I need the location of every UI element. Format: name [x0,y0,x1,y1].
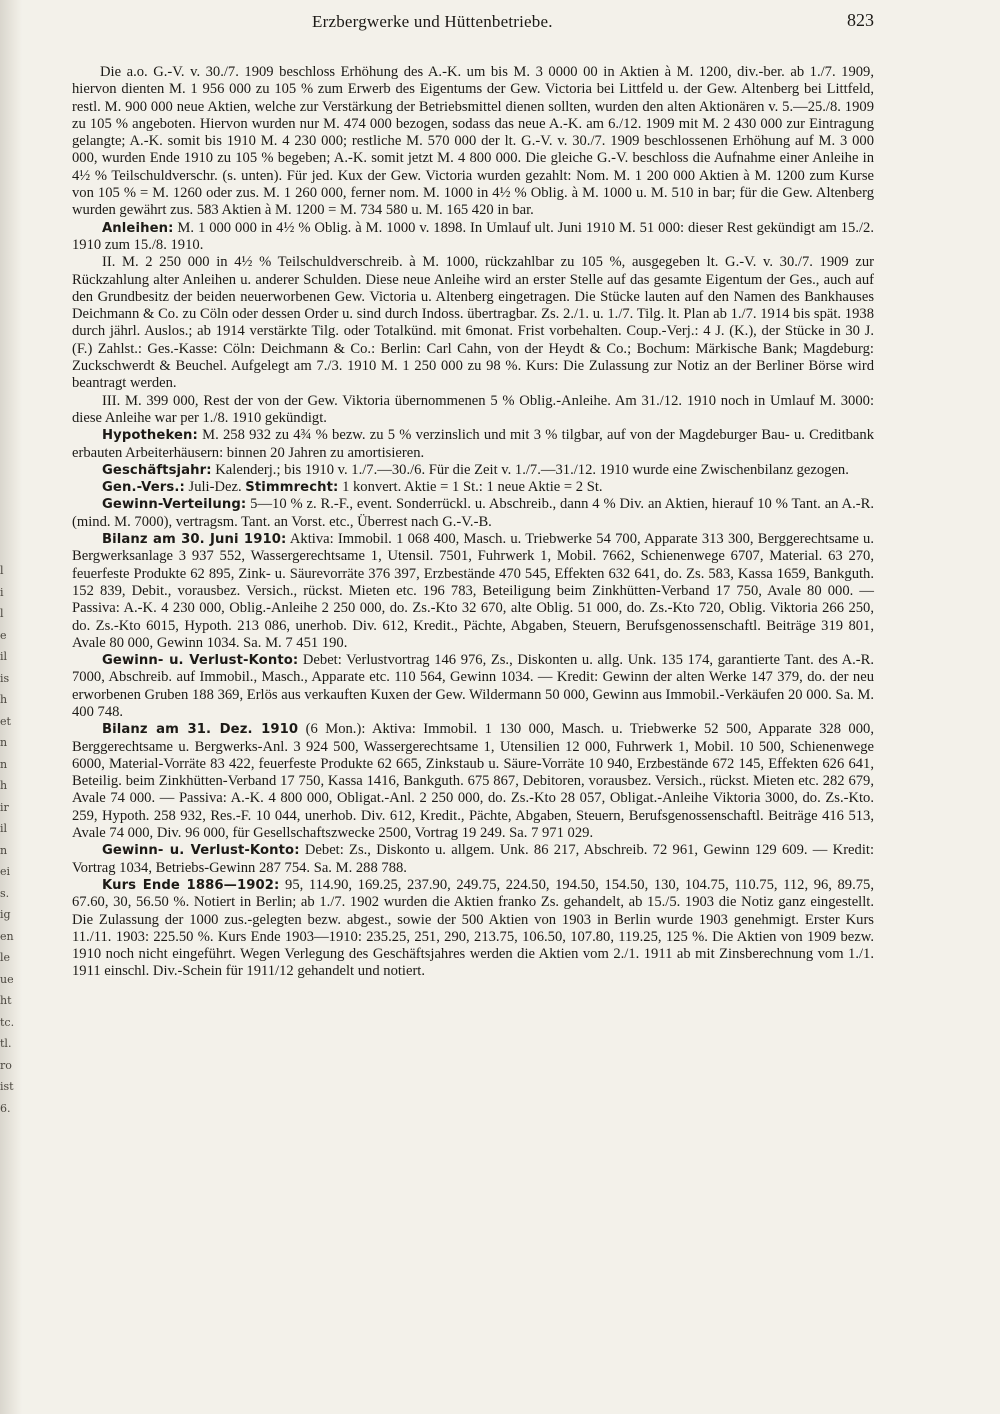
paragraph-gewinn-verteilung [72,496,874,531]
paragraph-geschaeftsjahr [72,462,874,479]
paragraph-bilanz-dez-1910 [72,721,874,842]
paragraph-heading: Geschäftsjahr: [102,462,212,478]
paragraph-text: Debet: Verlustvortrag 146 976, Zs., Diskonten u. allg. Unk. 135 174, garantierte Tant. des A.-R. 7000, Abschreib. auf Immobil., Masch., Apparate etc. 110 564, Gewinn 1034. — Kredit: Gewinn der alten Werke 147 379, do. der neu erworbenen Gruben 188 369, Erlös aus verkauften Kuxen der Gew. Wildermann 50 000, Gewinn aus Immobil.-Verkäufen 20 000. Sa. M. 400 748. [72,652,875,720]
margin-fragment: is [0,671,10,685]
margin-fragment: ue [0,972,14,986]
margin-fragment: ht [0,994,12,1007]
paragraph-text: 5—10 % z. R.-F., event. Sonderrückl. u. Abschreib., dann 4 % Div. an Aktien, hierauf 10 % Tant. an A.-R. (mind. M. 7000), vertragsm. Tant. an Vorst. etc., Überrest nach G.-V.-B. [72,496,874,530]
page-header [72,4,874,40]
paragraph-heading: Gewinn-Verteilung: [102,497,247,513]
margin-fragment: ig [0,908,11,921]
margin-fragment: ro [0,1058,12,1072]
left-margin-fragments [0,560,18,1119]
paragraph-heading: Bilanz am 31. Dez. 1910 [102,722,299,738]
paragraph-text: Juli-Dez. [188,479,242,496]
margin-fragment: s. [0,886,10,900]
paragraph-heading-stimmrecht: Stimmrecht: [245,480,339,496]
margin-fragment: i [0,585,4,599]
margin-fragment: le [0,951,11,964]
paragraph-text: M. 258 932 zu 4¾ % bezw. zu 5 % verzinslich und mit 3 % tilgbar, auf von der Magdeburger Bau- u. Creditbank erbauten Arbeiterhäusern: binnen 20 Jahren zu amortisieren. [72,427,874,461]
paragraph-text: Debet: Zs., Diskonto u. allgem. Unk. 86 217, Abschreib. 72 961, Gewinn 129 609. — Kredit: Vortrag 1034, Betriebs-Gewinn 287 754. Sa. M. 288 788. [72,842,874,876]
paragraph-text: (6 Mon.): Aktiva: Immobil. 1 130 000, Masch. u. Triebwerke 52 500, Apparate 328 000, Berggerechtsame u. Bergwerks-Anl. 3 924 500, Wassergerechtsame 1, Utensilien 12 000, Fuhrwerk 1, Mobil. 10 500, Schienenwege 6000, Material-Vorräte 83 422, feuerfeste Produkte 62 665, Zinkstaub u. Säure-Vorräte 10 940, Erzbestände 672 145, Effekten 626 641, Beteilig. beim Zinkhütten-Verband 17 750, Kassa 1416, Bankguth. 675 867, Debitoren, vorausbez. Versich., rückst. Mieten etc. 282 679, Avale 74 000. — Passiva: A.-K. 4 800 000, Obligat.-Anl. 2 250 000, do. Zs.-Kto 28 057, Obligat.-Anleihe Viktoria 3000, do. Zs.-Kto. 259, Hypoth. 258 932, Res.-F. 10 044, unerhob. Div. 612, Kredit., Pächte, Abgaben, Steuern, Berufsgenossenschaftl. Beiträge 416 513, Avale 74 000, Div. 96 000, für Gesellschaftszwecke 2500, Vortrag 19 249. Sa. 7 971 029. [72,721,874,842]
paragraph-text-stimmrecht: 1 konvert. Aktie = 1 St.: 1 neue Aktie = 2 St. [342,479,603,496]
margin-fragment: l [0,564,4,577]
body-text [72,64,874,981]
margin-fragment: et [0,714,11,728]
margin-fragment: il [0,822,8,835]
margin-fragment: n [0,736,8,749]
margin-fragment: ist [0,1080,14,1093]
paragraph-text: III. M. 399 000, Rest der von der Gew. Viktoria übernommenen 5 % Oblig.-Anleihe. Am 31./12. 1910 noch in Umlauf M. 3000: diese Anleihe war per 1./8. 1910 gekündigt. [72,392,874,426]
margin-fragment: 6. [0,1101,11,1115]
document-page [72,0,874,981]
margin-fragment: l [0,607,4,620]
paragraph-bilanz-juni-1910 [72,531,874,652]
paragraph-anleihe-iii [72,393,874,428]
running-title: Erzbergwerke und Hüttenbetriebe. [312,12,553,31]
paragraph-text: 95, 114.90, 169.25, 237.90, 249.75, 224.50, 194.50, 154.50, 130, 104.75, 110.75, 112, 96, 89.75, 67.60, 30, 56.50 %. Notiert in Berlin; ab 1./7. 1902 wurden die Aktien franko Zs. gehandelt, ab 15./5. 1903 die Notiz ganz eingestellt. Die Zulassung der 1000 zus.-gelegten bezw. abgest., sowie der 500 Aktien von 1903 in Berlin wurde 1903 genehmigt. Erster Kurs 11./11. 1903: 225.50 %. Kurs Ende 1903—1910: 235.25, 251, 290, 213.75, 106.50, 107.80, 119.25, 125 %. Die Aktien von 1909 bezw. 1910 noch nicht eingeführt. Wegen Verlegung des Geschäftsjahres werden die Aktien vom 2./1. 1911 ab mit Zinsberechnung vom 1./1. 1911 einschl. Div.-Schein für 1911/12 gehandelt und notiert. [72,876,874,980]
margin-fragment: tl. [0,1037,12,1050]
paragraph-text: Kalenderj.; bis 1910 v. 1./7.—30./6. Für die Zeit v. 1./7.—31./12. 1910 wurde eine Zwischenbilanz gezogen. [215,461,849,478]
paragraph-anleihen [72,220,874,255]
paragraph-text: Die a.o. G.-V. v. 30./7. 1909 beschloss Erhöhung des A.-K. um bis M. 3 0000 00 in Aktien à M. 1200, div.-ber. ab 1./7. 1909, hiervon dienten M. 1 956 000 zu 105 % zum Erwerb des Eigentums der Gew. Victoria bei Littfeld u. der Gew. Altenberg bei Littfeld, restl. M. 900 000 neue Aktien, welche zur Verstärkung der Betriebsmittel dienen sollten, wurden den alten Aktionären v. 5.—25./8. 1909 zu 105 % angeboten. Hiervon wurden nur M. 474 000 bezogen, sodass das neue A.-K. am 6./12. 1909 mit M. 2 430 000 zur Eintragung gelangte; A.-K. somit bis 1910 M. 4 230 000; restliche M. 570 000 der lt. G.-V. v. 30./7. 1909 beschlossenen Erhöhung auf M. 3 000 000, wurden Ende 1910 zu 105 % begeben; A.-K. somit jetzt M. 4 800 000. Die gleiche G.-V. beschloss die Aufnahme einer Anleihe in 4½ % Teilschuldverschr. (s. unten). Für jed. Kux der Gew. Victoria wurden gezahlt: Nom. M. 1 200 000 Aktien à M. 1200 zum Kurse von 105 % = M. 1260 oder zus. M. 1 260 000, ferner nom. M. 1000 in 4½ % Oblig. à M. 1000 u. M. 510 in bar; für die Gew. Altenberg wurden gewährt zus. 583 Aktien à M. 1200 = M. 734 580 u. M. 165 420 in bar. [72,64,874,219]
margin-fragment: h [0,693,8,706]
margin-fragment: e [0,628,7,642]
paragraph-heading: Gen.-Vers.: [102,480,185,496]
page-number: 823 [847,10,874,30]
paragraph-hypotheken [72,427,874,462]
paragraph-heading: Gewinn- u. Verlust-Konto: [102,653,299,669]
paragraph-gen-vers [72,479,874,496]
paragraph-text: II. M. 2 250 000 in 4½ % Teilschuldverschreib. à M. 1000, rückzahlbar zu 105 %, ausgegeben lt. G.-V. v. 30./7. 1909 zur Rückzahlung alter Anleihen u. anderer Schulden. Diese neue Anleihe wird an erster Stelle auf das gesamte Eigentum der Ges., auch auf den Grundbesitz der beiden neuerworbenen Gew. Victoria u. Altenberg eingetragen. Die Stücke lauten auf den Namen des Bankhauses Deichmann & Co. zu Cöln oder dessen Order u. sind durch Indoss. übertragbar. Zs. 2./1. u. 1./7. Tilg. lt. Plan ab 1./7. 1914 bis spät. 1938 durch jährl. Auslos.; ab 1914 verstärkte Tilg. oder Totalkünd. mit 6monat. Frist vorbehalten. Coup.-Verj.: 4 J. (K.), der Stücke in 30 J. (F.) Zahlst.: Ges.-Kasse: Cöln: Deichmann & Co.: Berlin: Carl Cahn, von der Heydt & Co.; Bochum: Märkische Bank; Magdeburg: Zuckschwerdt & Beuchel. Aufgelegt am 7./3. 1910 M. 1 250 000 zu 98 %. Kurs: Die Zulassung zur Notiz an der Berliner Börse wird beantragt werden. [72,254,874,392]
paragraph-heading: Gewinn- u. Verlust-Konto: [102,843,300,859]
margin-fragment: n [0,843,8,857]
paragraph-heading: Bilanz am 30. Juni 1910: [102,532,287,548]
margin-fragment: il [0,650,8,663]
paragraph-text: M. 1 000 000 in 4½ % Oblig. à M. 1000 v. 1898. In Umlauf ult. Juni 1910 M. 51 000: dieser Rest gekündigt am 15./2. 1910 zum 15./8. 1910. [72,219,874,253]
margin-fragment: h [0,779,8,792]
margin-fragment: ei [0,865,11,878]
margin-fragment: n [0,757,8,771]
paragraph-anleihe-ii [72,254,874,392]
margin-fragment: en [0,929,14,943]
paragraph-heading: Anleihen: [102,220,174,236]
paragraph-heading: Hypotheken: [102,428,198,444]
paragraph-heading: Kurs Ende 1886—1902: [102,877,280,893]
margin-fragment: ir [0,800,9,814]
paragraph-kurs [72,877,874,981]
paragraph-text: Aktiva: Immobil. 1 068 400, Masch. u. Triebwerke 54 700, Apparate 313 300, Berggerechtsame u. Bergwerksanlage 3 937 552, Wassergerechtsame 1, Utensil. 7501, Fuhrwerk 1, Mobil. 7662, Schienenwege 6707, Material. 63 270, feuerfeste Produkte 62 895, Zink- u. Säurevorräte 376 397, Erzbestände 470 545, Effekten 632 641, do. Zs. 583, Kassa 1659, Bankguth. 152 839, Debit., vorausbez. Versich., rückst. Mieten etc. 196 783, Beteiligung beim Zinkhütten-Verband 17 750, Avale 80 000. — Passiva: A.-K. 4 230 000, Oblig.-Anleihe 2 250 000, do. Zs.-Kto 32 670, alte Oblig. 51 000, do. Zs.-Kto 720, Oblig. Viktoria 266 250, do. Zs.-Kto 6015, Hypoth. 213 086, unerhob. Div. 612, Kredit., Pächte, Abgaben, Steuern, Berufsgenossenschaftl. Beiträge 319 801, Avale 80 000, Gewinn 1034. Sa. M. 7 451 190. [72,531,874,651]
paragraph-capital-history [72,64,874,220]
paragraph-gv-konto-2 [72,842,874,877]
margin-fragment: tc. [0,1015,15,1029]
paragraph-gv-konto-1 [72,652,874,721]
